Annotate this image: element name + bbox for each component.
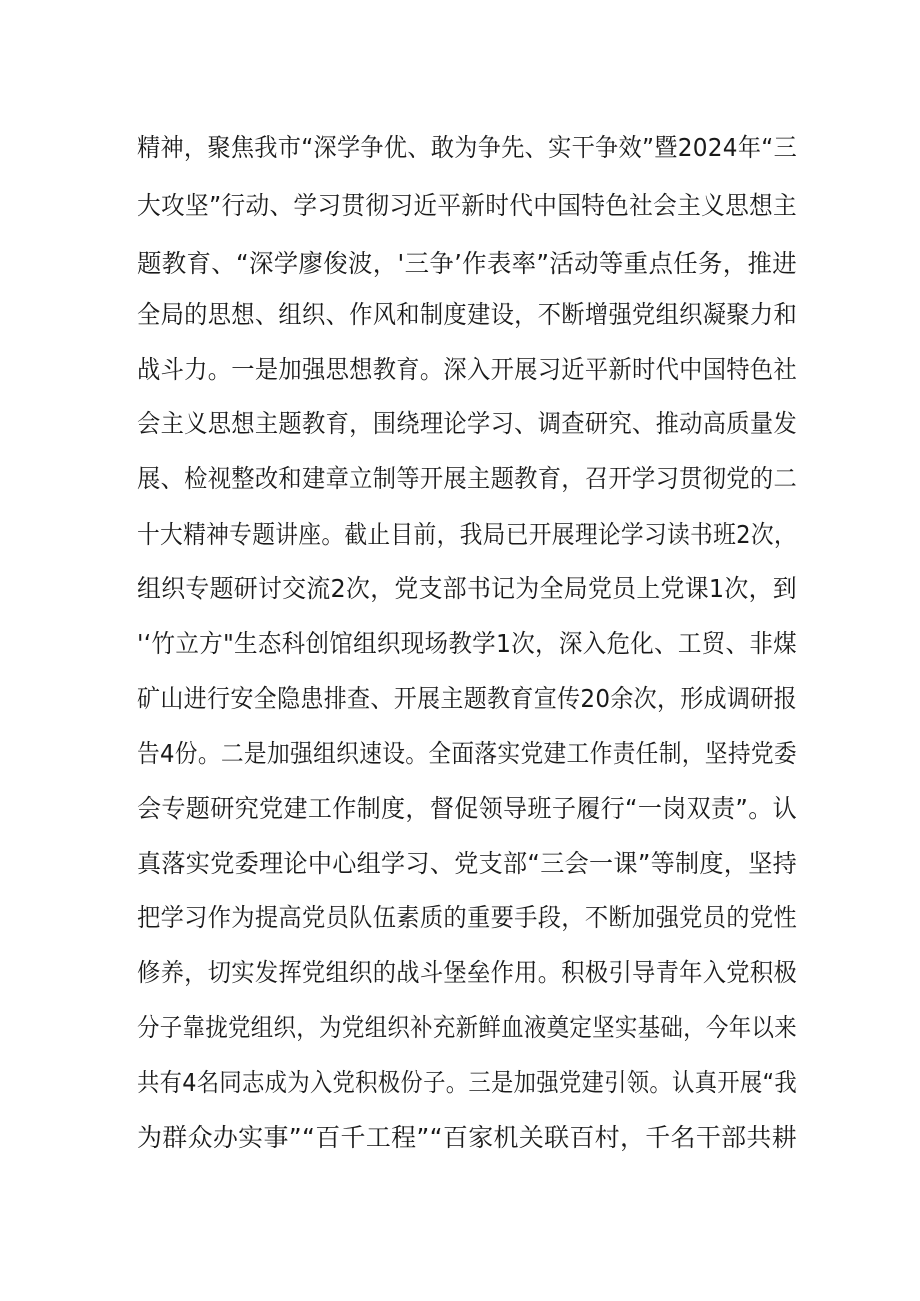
body-text-line: 为群众办实事”“百千工程”“百家机关联百村，千名干部共耕: [137, 1123, 798, 1152]
body-text-line: 组织专题研讨交流2次，党支部书记为全局党员上党课1次，到: [137, 574, 797, 603]
body-text-line: 会专题研究党建工作制度，督促领导班子履行“一岗双责”。认: [137, 794, 798, 823]
body-text-line: 告4份。二是加强组织速设。全面落实党建工作责任制，坚持党委: [137, 739, 797, 768]
body-text-line: 共有4名同志成为入党积极份子。三是加强党建引领。认真开展“我: [137, 1068, 798, 1097]
body-text-line: 大攻坚”行动、学习贯彻习近平新时代中国特色社会主义思想主: [137, 191, 798, 220]
body-text-line: 会主义思想主题教育，围绕理论学习、调查研究、推动高质量发: [137, 409, 798, 438]
body-text-line: 真落实党委理论中心组学习、党支部“三会一课”等制度，坚持: [137, 849, 798, 878]
body-text-line: 十大精神专题讲座。截止目前，我局已开展理论学习读书班2次，: [137, 520, 797, 549]
body-text-line: 修养，切实发挥党组织的战斗堡垒作用。积极引导青年入党积极: [137, 958, 798, 987]
body-text-line: 分子靠拢党组织，为党组织补充新鲜血液奠定坚实基础，今年以来: [137, 1013, 797, 1042]
body-text-line: 矿山进行安全隐患排查、开展主题教育宣传20余次，形成调研报: [137, 684, 797, 713]
body-text-line: '‘竹立方"生态科创馆组织现场教学1次，深入危化、工贸、非煤: [137, 629, 798, 658]
body-text-line: 展、检视整改和建章立制等开展主题教育，召开学习贯彻党的二: [137, 464, 798, 493]
body-text-line: 题教育、“深学廖俊波，'三争’作表率”活动等重点任务，推进: [137, 249, 798, 278]
body-text-line: 全局的思想、组织、作风和制度建设，不断增强党组织凝聚力和: [137, 300, 798, 329]
body-text-line: 战斗力。一是加强思想教育。深入开展习近平新时代中国特色社: [137, 355, 798, 384]
body-text-line: 把学习作为提高党员队伍素质的重要手段，不断加强党员的党性: [137, 903, 798, 932]
body-text-line: 精神，聚焦我市“深学争优、敢为争先、实干争效”暨2024年“三: [137, 133, 798, 162]
